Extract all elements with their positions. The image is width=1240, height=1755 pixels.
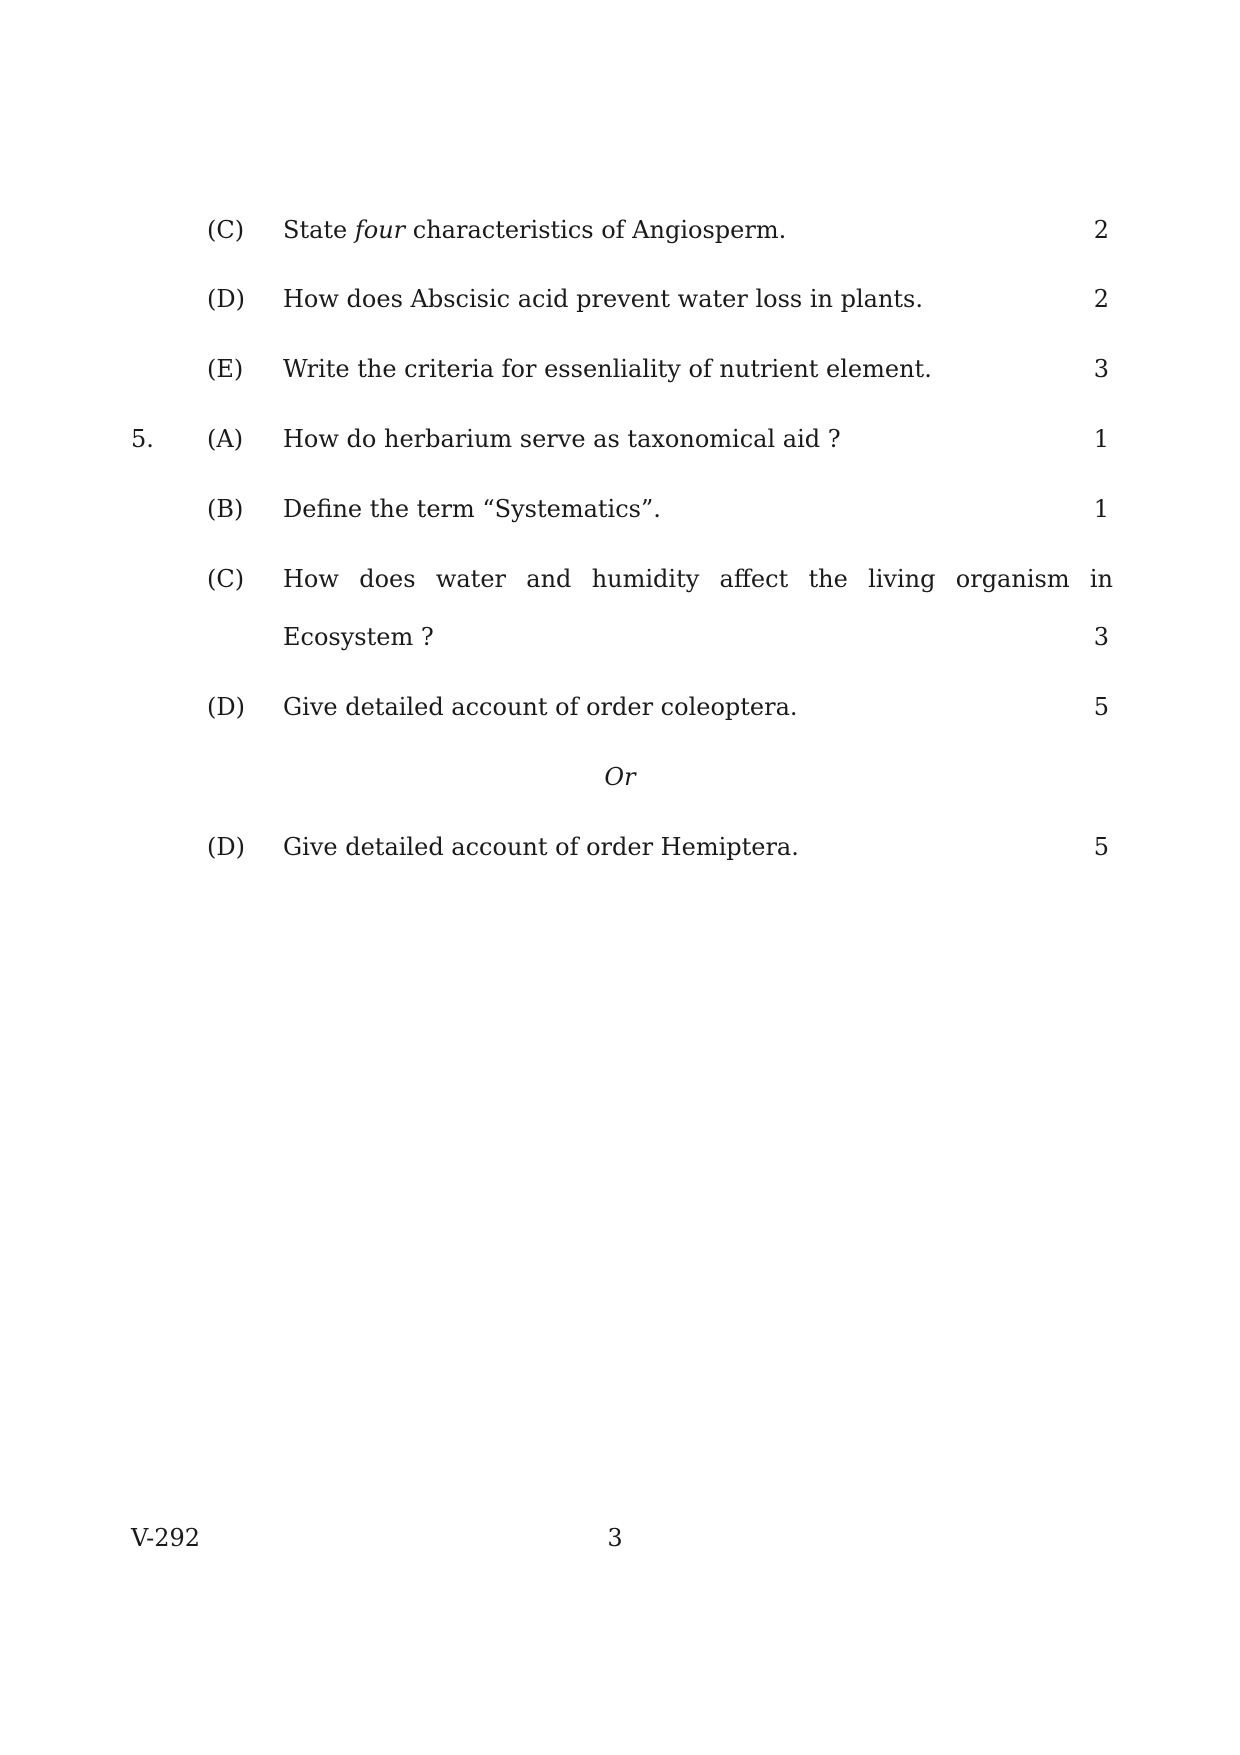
question-text: Define the term “Systematics”. <box>283 495 661 523</box>
part-label: (A) <box>207 425 244 453</box>
page-number: 3 <box>607 1524 623 1552</box>
question-text-line-2: Ecosystem ? <box>283 623 434 651</box>
emphasis-text: four <box>354 216 406 244</box>
question-5b <box>0 489 1240 529</box>
question-text-line-1: How does water and humidity affect the living organism in <box>283 565 1113 593</box>
question-text: State four characteristics of Angiosperm. <box>283 216 787 244</box>
question-text: How do herbarium serve as taxonomical aid ? <box>283 425 841 453</box>
marks: 1 <box>1093 495 1109 523</box>
marks: 3 <box>1093 355 1109 383</box>
part-label: (C) <box>207 565 245 593</box>
marks: 5 <box>1093 693 1109 721</box>
part-label: (D) <box>207 833 245 861</box>
marks: 2 <box>1093 285 1109 313</box>
question-text: Write the criteria for essenliality of nutrient element. <box>283 355 932 383</box>
question-number: 5. <box>131 425 154 453</box>
or-separator: Or <box>604 763 636 791</box>
question-4d <box>0 279 1240 319</box>
part-label: (E) <box>207 355 244 383</box>
part-label: (D) <box>207 693 245 721</box>
question-4c <box>0 210 1240 250</box>
question-5c <box>0 559 1240 599</box>
part-label: (B) <box>207 495 244 523</box>
question-5a <box>0 419 1240 459</box>
question-text: Give detailed account of order coleoptera. <box>283 693 798 721</box>
question-5d-alternative <box>0 827 1240 867</box>
question-5c-continued <box>0 617 1240 657</box>
marks: 3 <box>1093 623 1109 651</box>
question-5d <box>0 687 1240 727</box>
question-text: How does Abscisic acid prevent water loss in plants. <box>283 285 923 313</box>
question-4e <box>0 349 1240 389</box>
paper-code: V-292 <box>131 1524 201 1552</box>
part-label: (D) <box>207 285 245 313</box>
marks: 1 <box>1093 425 1109 453</box>
part-label: (C) <box>207 216 245 244</box>
marks: 5 <box>1093 833 1109 861</box>
marks: 2 <box>1093 216 1109 244</box>
question-text: Give detailed account of order Hemiptera. <box>283 833 799 861</box>
